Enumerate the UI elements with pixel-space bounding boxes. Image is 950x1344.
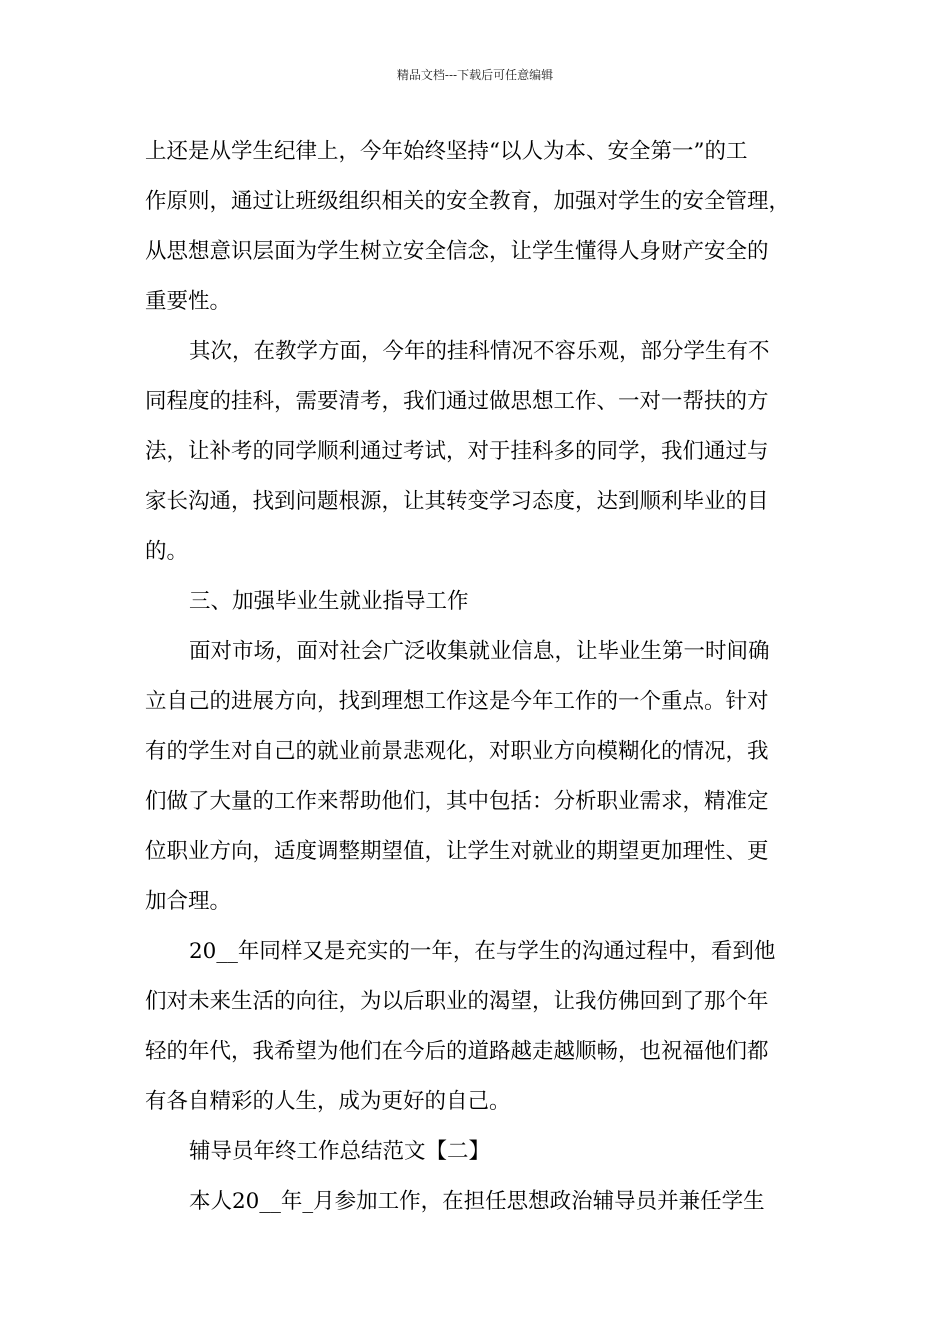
text-line: 从思想意识层面为学生树立安全信念，让学生懂得人身财产安全的 — [145, 239, 769, 264]
text-line: 们对未来生活的向往，为以后职业的渴望，让我仿佛回到了那个年 — [145, 989, 769, 1014]
text-line: 辅导员年终工作总结范文【二】 — [189, 1139, 491, 1164]
text-line: 加合理。 — [145, 889, 232, 914]
text-line: 20__年同样又是充实的一年，在与学生的沟通过程中，看到他 — [189, 939, 776, 964]
text-line: 同程度的挂科，需要清考，我们通过做思想工作、一对一帮扶的方 — [145, 389, 769, 414]
text-line: 的。 — [145, 539, 189, 564]
text-line: 立自己的进展方向，找到理想工作这是今年工作的一个重点。针对 — [145, 689, 769, 714]
text-line: 其次，在教学方面，今年的挂科情况不容乐观，部分学生有不 — [189, 339, 770, 364]
text-line: 轻的年代，我希望为他们在今后的道路越走越顺畅，也祝福他们都 — [145, 1039, 769, 1064]
text-line: 家长沟通，找到问题根源，让其转变学习态度，达到顺利毕业的目 — [145, 489, 769, 514]
text-line: 面对市场，面对社会广泛收集就业信息，让毕业生第一时间确 — [189, 639, 770, 664]
document-body — [145, 127, 809, 1227]
text-line: 有的学生对自己的就业前景悲观化，对职业方向模糊化的情况，我 — [145, 739, 769, 764]
text-line: 作原则，通过让班级组织相关的安全教育，加强对学生的安全管理， — [145, 189, 791, 214]
text-line: 有各自精彩的人生，成为更好的自己。 — [145, 1089, 511, 1114]
text-line: 法，让补考的同学顺利通过考试，对于挂科多的同学，我们通过与 — [145, 439, 769, 464]
text-line: 重要性。 — [145, 289, 232, 314]
text-line: 上还是从学生纪律上，今年始终坚持“以人为本、安全第一”的工 — [145, 139, 748, 164]
text-line: 三、加强毕业生就业指导工作 — [189, 589, 469, 614]
text-line: 位职业方向，适度调整期望值，让学生对就业的期望更加理性、更 — [145, 839, 769, 864]
text-line: 本人20__年_月参加工作，在担任思想政治辅导员并兼任学生 — [189, 1189, 765, 1214]
page-header: 精品文档---下载后可任意编辑 — [396, 68, 554, 82]
text-line: 们做了大量的工作来帮助他们，其中包括：分析职业需求，精准定 — [145, 789, 769, 814]
